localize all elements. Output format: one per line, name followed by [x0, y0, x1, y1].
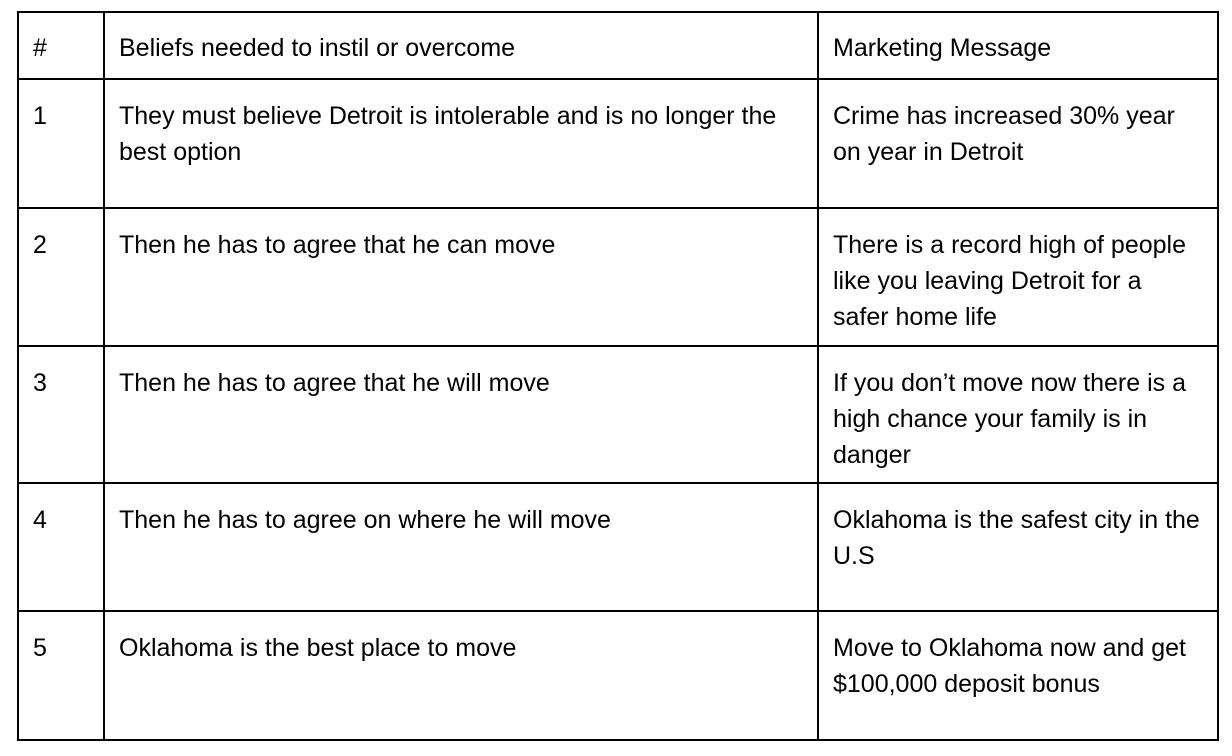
table-row — [18, 483, 1218, 611]
row-message: There is a record high of people like you leaving Detroit for a safer home life — [818, 208, 1218, 346]
header-number: # — [18, 12, 104, 79]
table-row — [18, 79, 1218, 208]
row-message: Oklahoma is the safest city in the U.S — [818, 483, 1218, 611]
header-beliefs: Beliefs needed to instil or overcome — [104, 12, 818, 79]
row-number: 3 — [18, 346, 104, 483]
row-belief: They must believe Detroit is intolerable and is no longer the best option — [104, 79, 818, 208]
row-number: 5 — [18, 611, 104, 740]
row-belief: Then he has to agree on where he will move — [104, 483, 818, 611]
table-row — [18, 208, 1218, 346]
beliefs-marketing-table — [17, 11, 1219, 741]
row-message: Crime has increased 30% year on year in Detroit — [818, 79, 1218, 208]
table-header-row — [18, 12, 1218, 79]
table-row — [18, 346, 1218, 483]
row-belief: Then he has to agree that he can move — [104, 208, 818, 346]
row-message: Move to Oklahoma now and get $100,000 deposit bonus — [818, 611, 1218, 740]
table-row — [18, 611, 1218, 740]
row-belief: Then he has to agree that he will move — [104, 346, 818, 483]
row-belief: Oklahoma is the best place to move — [104, 611, 818, 740]
row-message: If you don’t move now there is a high chance your family is in danger — [818, 346, 1218, 483]
header-marketing-message: Marketing Message — [818, 12, 1218, 79]
row-number: 2 — [18, 208, 104, 346]
row-number: 1 — [18, 79, 104, 208]
row-number: 4 — [18, 483, 104, 611]
